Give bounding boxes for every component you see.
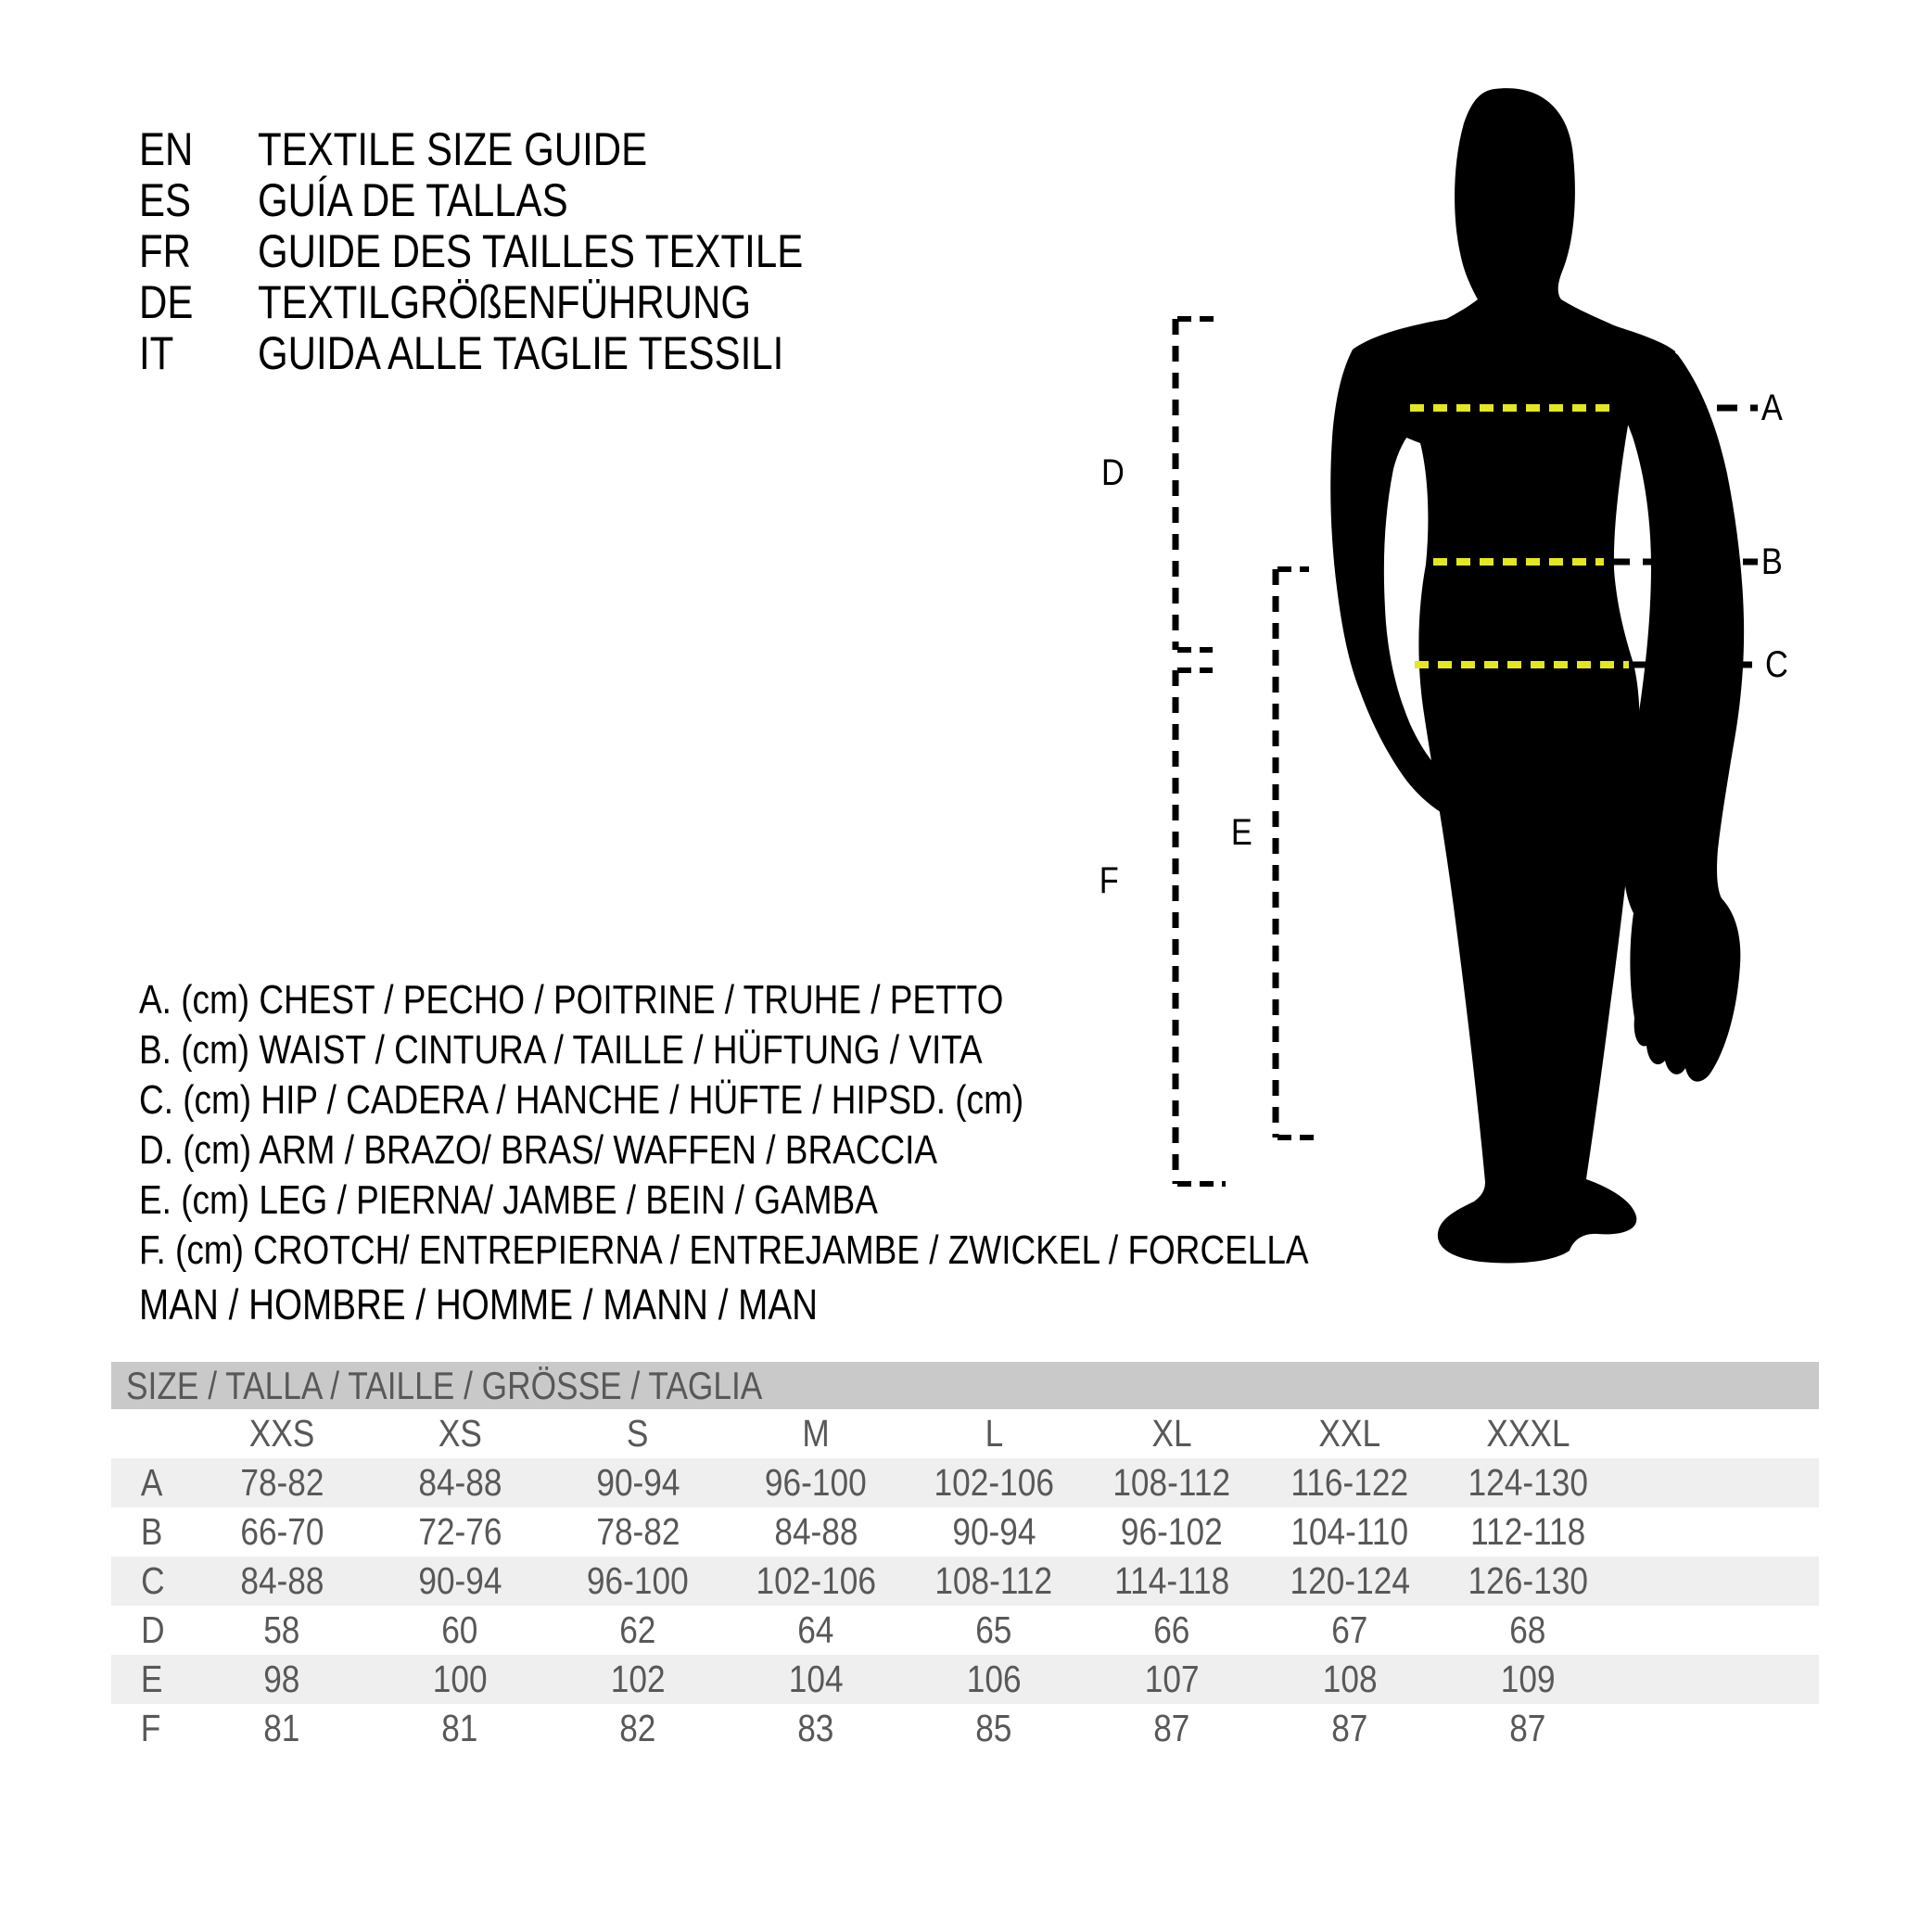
table-row-crotch bbox=[111, 1704, 1819, 1753]
row-label: F bbox=[140, 1707, 161, 1749]
size-cell: 112-118 bbox=[1469, 1510, 1586, 1553]
size-cell: 114-118 bbox=[1113, 1559, 1230, 1602]
row-label: B bbox=[140, 1510, 163, 1553]
row-label: E bbox=[140, 1658, 163, 1700]
lang-code: ES bbox=[139, 174, 192, 226]
lang-code: IT bbox=[139, 327, 174, 379]
size-column-header: XXL bbox=[1318, 1412, 1381, 1455]
row-filler bbox=[1617, 1557, 1819, 1606]
size-cell: 84-88 bbox=[239, 1559, 324, 1602]
size-cell: 124-130 bbox=[1468, 1461, 1588, 1504]
marker-label-arm: D bbox=[1101, 452, 1125, 493]
legend-line-chest: A. (cm) CHEST / PECHO / POITRINE / TRUHE / PETTO bbox=[139, 977, 1004, 1023]
size-column-header: L bbox=[985, 1412, 1003, 1455]
size-cell: 120-124 bbox=[1290, 1559, 1410, 1602]
marker-label-leg: E bbox=[1230, 812, 1252, 853]
size-cell: 66-70 bbox=[239, 1510, 324, 1553]
size-cell: 116-122 bbox=[1290, 1461, 1409, 1504]
size-column-header: XXXL bbox=[1485, 1412, 1570, 1455]
size-cell: 64 bbox=[797, 1608, 834, 1651]
size-cell: 87 bbox=[1509, 1707, 1546, 1749]
size-cell: 108-112 bbox=[1112, 1461, 1231, 1504]
size-cell: 102-106 bbox=[756, 1559, 876, 1602]
size-cell: 96-102 bbox=[1121, 1510, 1223, 1553]
lang-title: TEXTILE SIZE GUIDE bbox=[258, 123, 648, 175]
size-cell: 87 bbox=[1331, 1707, 1368, 1749]
size-cell: 108 bbox=[1322, 1658, 1378, 1700]
row-filler bbox=[1617, 1606, 1819, 1655]
legend-line-leg: E. (cm) LEG / PIERNA/ JAMBE / BEIN / GAMBA bbox=[139, 1177, 878, 1223]
size-column-header: M bbox=[802, 1412, 830, 1455]
size-cell: 68 bbox=[1509, 1608, 1546, 1651]
lang-title: GUIDE DES TAILLES TEXTILE bbox=[258, 225, 804, 277]
size-cell: 108-112 bbox=[934, 1559, 1053, 1602]
size-cell: 67 bbox=[1331, 1608, 1368, 1651]
table-row-chest bbox=[111, 1458, 1819, 1507]
measurement-legend bbox=[139, 975, 1532, 1276]
lang-code: FR bbox=[139, 225, 191, 277]
size-column-header: XXS bbox=[248, 1412, 315, 1455]
size-cell: 83 bbox=[797, 1707, 834, 1749]
size-cell: 104-110 bbox=[1290, 1510, 1409, 1553]
size-cell: 81 bbox=[441, 1707, 478, 1749]
marker-label-hip: C bbox=[1765, 644, 1788, 685]
size-cell: 126-130 bbox=[1468, 1559, 1588, 1602]
size-cell: 62 bbox=[619, 1608, 656, 1651]
lang-title: GUÍA DE TALLAS bbox=[258, 174, 568, 226]
legend-line-waist: B. (cm) WAIST / CINTURA / TAILLE / HÜFTUNG / VITA bbox=[139, 1027, 983, 1073]
sizes-row-filler bbox=[1617, 1409, 1819, 1458]
table-row-hip bbox=[111, 1557, 1819, 1606]
size-cell: 109 bbox=[1500, 1658, 1556, 1700]
size-cell: 84-88 bbox=[773, 1510, 858, 1553]
row-label: D bbox=[141, 1608, 165, 1651]
size-cell: 100 bbox=[432, 1658, 488, 1700]
size-column-header: XS bbox=[438, 1412, 482, 1455]
table-row-arm bbox=[111, 1606, 1819, 1655]
row-label: A bbox=[140, 1461, 163, 1504]
marker-label-chest: A bbox=[1760, 388, 1783, 428]
size-cell: 90-94 bbox=[417, 1559, 502, 1602]
gender-heading: MAN / HOMBRE / HOMME / MANN / MAN bbox=[139, 1280, 819, 1328]
row-filler bbox=[1617, 1507, 1819, 1557]
row-filler bbox=[1617, 1704, 1819, 1753]
size-cell: 60 bbox=[441, 1608, 478, 1651]
lang-row-es bbox=[139, 175, 907, 226]
sizes-row-spacer bbox=[111, 1409, 193, 1458]
size-cell: 96-100 bbox=[587, 1559, 689, 1602]
legend-line-crotch: F. (cm) CROTCH/ ENTREPIERNA / ENTREJAMBE / ZWICKEL / FORCELLA bbox=[139, 1227, 1309, 1273]
lang-row-en bbox=[139, 124, 907, 175]
lang-title: TEXTILGRÖßENFÜHRUNG bbox=[258, 276, 752, 328]
legend-line-hip: C. (cm) HIP / CADERA / HANCHE / HÜFTE / HIPSD. (cm) bbox=[139, 1077, 1024, 1123]
lang-row-fr bbox=[139, 226, 907, 277]
size-cell: 78-82 bbox=[239, 1461, 324, 1504]
lang-code: EN bbox=[139, 123, 194, 175]
marker-label-waist: B bbox=[1760, 541, 1783, 582]
size-cell: 66 bbox=[1153, 1608, 1190, 1651]
size-cell: 85 bbox=[975, 1707, 1012, 1749]
size-column-header: XL bbox=[1151, 1412, 1192, 1455]
size-cell: 78-82 bbox=[595, 1510, 680, 1553]
size-table-header-band: SIZE / TALLA / TAILLE / GRÖSSE / TAGLIA bbox=[111, 1362, 1819, 1409]
size-cell: 102-106 bbox=[934, 1461, 1054, 1504]
row-filler bbox=[1617, 1655, 1819, 1704]
size-cell: 96-100 bbox=[765, 1461, 867, 1504]
size-table bbox=[111, 1362, 1819, 1753]
size-cell: 106 bbox=[966, 1658, 1022, 1700]
table-row-leg bbox=[111, 1655, 1819, 1704]
size-cell: 81 bbox=[263, 1707, 300, 1749]
row-filler bbox=[1617, 1458, 1819, 1507]
size-cell: 72-76 bbox=[417, 1510, 502, 1553]
size-cell: 87 bbox=[1153, 1707, 1190, 1749]
size-cell: 98 bbox=[263, 1658, 300, 1700]
lang-code: DE bbox=[139, 276, 194, 328]
legend-line-arm: D. (cm) ARM / BRAZO/ BRAS/ WAFFEN / BRACCIA bbox=[139, 1127, 938, 1173]
lang-title: GUIDA ALLE TAGLIE TESSILI bbox=[258, 327, 784, 379]
size-cell: 90-94 bbox=[951, 1510, 1036, 1553]
row-label: C bbox=[141, 1559, 165, 1602]
size-cell: 58 bbox=[263, 1608, 300, 1651]
title-language-block bbox=[139, 124, 907, 379]
size-cell: 84-88 bbox=[417, 1461, 502, 1504]
table-row-waist bbox=[111, 1507, 1819, 1557]
size-cell: 82 bbox=[619, 1707, 656, 1749]
size-cell: 104 bbox=[788, 1658, 844, 1700]
lang-row-it bbox=[139, 328, 907, 379]
size-cell: 65 bbox=[975, 1608, 1012, 1651]
size-column-header: S bbox=[627, 1412, 649, 1455]
size-cell: 102 bbox=[610, 1658, 666, 1700]
size-cell: 90-94 bbox=[595, 1461, 680, 1504]
marker-label-crotch: F bbox=[1099, 860, 1119, 901]
size-table-sizes-row bbox=[111, 1409, 1819, 1458]
size-cell: 107 bbox=[1144, 1658, 1200, 1700]
lang-row-de bbox=[139, 277, 907, 328]
